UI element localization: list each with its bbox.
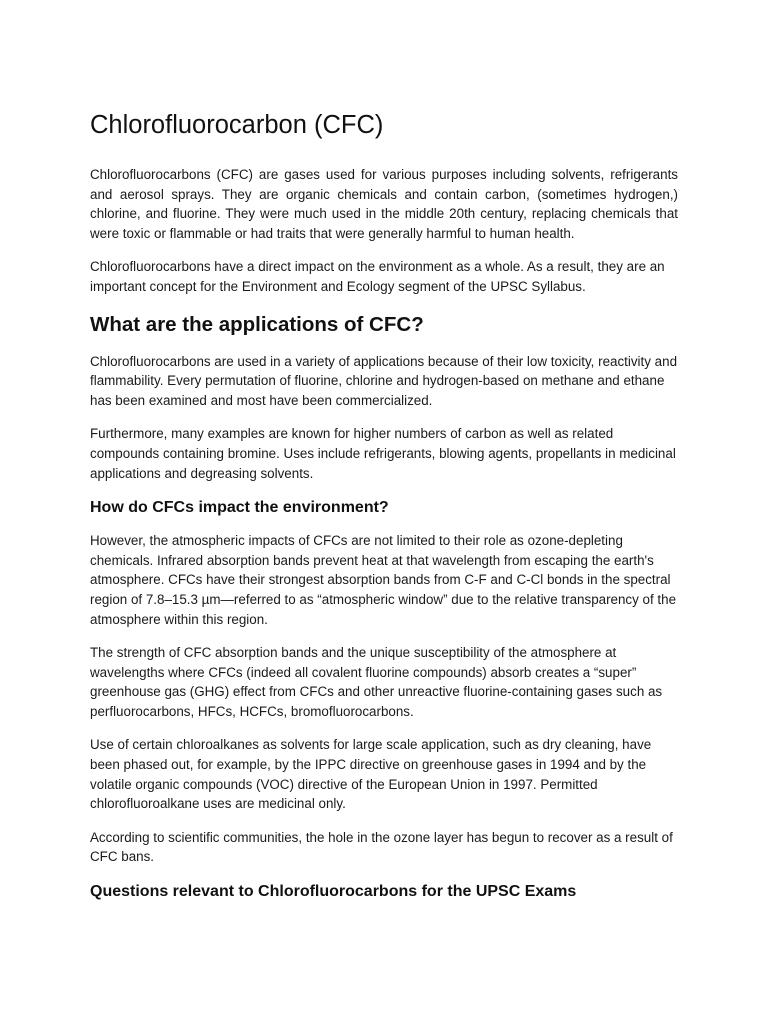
intro-paragraph-1: Chlorofluorocarbons (CFC) are gases used for various purposes including solvents, refrigerants and aerosol sprays. They are organic chemicals and contain carbon, (sometimes hydrogen,) chlorine, and fluorine. They were much used in the middle 20th century, replacing chemicals that were toxic or flammable or had traits that were generally harmful to human health. bbox=[90, 167, 678, 241]
document-page bbox=[90, 108, 678, 915]
impact-paragraph-1: However, the atmospheric impacts of CFCs are not limited to their role as ozone-depleting chemicals. Infrared absorption bands prevent heat at that wavelength from escaping the earth's atmosphere. CFCs have their strongest absorption bands from C-F and C-Cl bonds in the spectral region of 7.8–15.3 µm—referred to as “atmospheric window” due to the relative transparency of the atmosphere within this region. bbox=[90, 533, 677, 627]
impact-paragraph-3: Use of certain chloroalkanes as solvents for large scale application, such as dry cleaning, have been phased out, for example, by the IPPC directive on greenhouse gases in 1994 and by the volatile organic compounds (VOC) directive of the European Union in 1997. Permitted chlorofluoroalkane uses are medicinal only. bbox=[90, 737, 652, 812]
questions-heading: Questions relevant to Chlorofluorocarbons for the UPSC Exams bbox=[90, 883, 577, 901]
applications-paragraph-1: Chlorofluorocarbons are used in a variety of applications because of their low toxicity, reactivity and flammability. Every permutation of fluorine, chlorine and hydrogen-based on methane and ethane has been examined and most have been commercialized. bbox=[90, 353, 678, 408]
impact-heading: How do CFCs impact the environment? bbox=[90, 499, 389, 517]
document-title: Chlorofluorocarbon (CFC) bbox=[90, 111, 384, 139]
applications-heading: What are the applications of CFC? bbox=[90, 312, 424, 336]
applications-paragraph-2: Furthermore, many examples are known for higher numbers of carbon as well as related compounds containing bromine. Uses include refrigerants, blowing agents, propellants in medicinal applications and degreasing solvents. bbox=[90, 426, 676, 481]
impact-paragraph-2: The strength of CFC absorption bands and the unique susceptibility of the atmosphere at wavelengths where CFCs (indeed all covalent fluorine compounds) absorb creates a “super” greenhouse gas (GHG) effect from CFCs and other unreactive fluorine-containing gases such as perfluorocarbons, HFCs, HCFCs, bromofluorocarbons. bbox=[90, 645, 663, 719]
intro-paragraph-2: Chlorofluorocarbons have a direct impact on the environment as a whole. As a result, they are an important concept for the Environment and Ecology segment of the UPSC Syllabus. bbox=[90, 259, 665, 294]
impact-paragraph-4: According to scientific communities, the hole in the ozone layer has begun to recover as a result of CFC bans. bbox=[90, 829, 673, 865]
